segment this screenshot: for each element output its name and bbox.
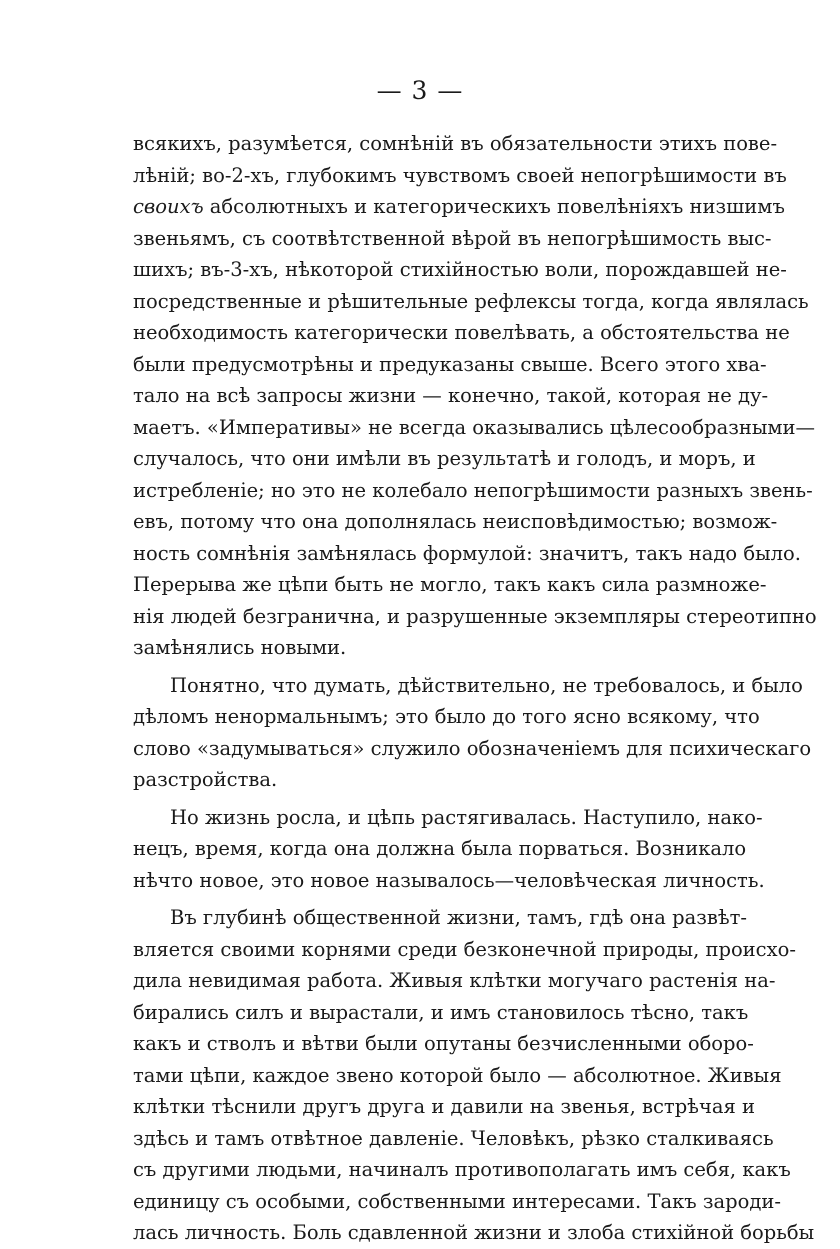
text-line: случалось, что они имѣли въ результатѣ и голодъ, и моръ, и [133, 447, 756, 470]
text-line: съ другими людьми, начиналъ противополагать имъ себя, какъ [133, 1158, 791, 1181]
text-line: евъ, потому что она дополнялась неисповѣдимостью; возмож- [133, 510, 778, 533]
text-line: посредственные и рѣшительные рефлексы тогда, когда являлась [133, 289, 809, 313]
text-line: здѣсь и тамъ отвѣтное давленіе. Человѣкъ, рѣзко сталкиваясь [133, 1126, 774, 1150]
text-line: маетъ. «Императивы» не всегда оказывались цѣлесообразными— [133, 415, 816, 439]
text-line: звеньямъ, съ соотвѣтственной вѣрой въ непогрѣшимость выс- [133, 226, 772, 250]
text-line: единицу съ особыми, собственными интересами. Такъ зароди- [133, 1189, 781, 1213]
text-line: дѣломъ ненормальнымъ; это было до того ясно всякому, что [133, 705, 760, 728]
text-line: дила невидимая работа. Живыя клѣтки могучаго растенія на- [133, 969, 776, 992]
text-line: Но жизнь росла, и цѣпь растягивалась. Наступило, нако- [170, 805, 763, 829]
text-line: клѣтки тѣснили другъ друга и давили на звенья, встрѣчая и [133, 1095, 755, 1118]
text-line: лѣній; во-2-хъ, глубокимъ чувствомъ своей непогрѣшимости въ [133, 163, 787, 187]
text-line: своихъ абсолютныхъ и категорическихъ повелѣніяхъ низшимъ [133, 195, 785, 218]
text-line: лась личность. Боль сдавленной жизни и злоба стихійной борьбы [133, 1221, 815, 1244]
text-line: слово «задумываться» служило обозначеніемъ для психическаго [133, 736, 812, 760]
text-line: какъ и стволъ и вѣтви были опутаны безчисленными оборо- [133, 1032, 754, 1055]
paragraph [133, 128, 817, 664]
text-line: Понятно, что думать, дѣйствительно, не требовалось, и было [170, 673, 803, 697]
text-line: шихъ; въ-3-хъ, нѣкоторой стихійностью воли, порождавшей не- [133, 258, 787, 281]
paragraph [133, 670, 812, 796]
paragraph [133, 902, 815, 1249]
text-line: всякихъ, разумѣется, сомнѣній въ обязательности этихъ пове- [133, 132, 778, 155]
paragraph [133, 802, 765, 897]
text-line: Перерыва же цѣпи быть не могло, такъ какъ сила размноже- [133, 573, 767, 596]
text-body [133, 128, 817, 1249]
text-line: нѣчто новое, это новое называлось—человѣческая личность. [133, 868, 765, 892]
text-line: вляется своими корнями среди безконечной природы, происхо- [133, 937, 796, 961]
text-line: необходимость категорически повелѣвать, а обстоятельства не [133, 321, 790, 344]
text-line: истребленіе; но это не колебало непогрѣшимости разныхъ звень- [133, 478, 813, 502]
emphasized-word: своихъ [133, 195, 204, 218]
text-line: были предусмотрѣны и предуказаны свыше. Всего этого хва- [133, 352, 767, 376]
page-number: — 3 — [376, 76, 464, 105]
text-line: замѣнялись новыми. [133, 636, 347, 659]
text-line: тами цѣпи, каждое звено которой было — абсолютное. Живыя [133, 1063, 782, 1087]
text-line: разстройства. [133, 768, 278, 791]
text-line: тало на всѣ запросы жизни — конечно, такой, которая не ду- [133, 384, 769, 407]
text-line: ность сомнѣнія замѣнялась формулой: значитъ, такъ надо было. [133, 541, 801, 565]
text-line: бирались силъ и вырастали, и имъ становилось тѣсно, такъ [133, 1000, 749, 1024]
text-line: нецъ, время, когда она должна была порваться. Возникало [133, 837, 747, 860]
text-line: нія людей безгранична, и разрушенные экземпляры стереотипно [133, 604, 817, 628]
text-line: Въ глубинѣ общественной жизни, тамъ, гдѣ она развѣт- [170, 906, 747, 929]
